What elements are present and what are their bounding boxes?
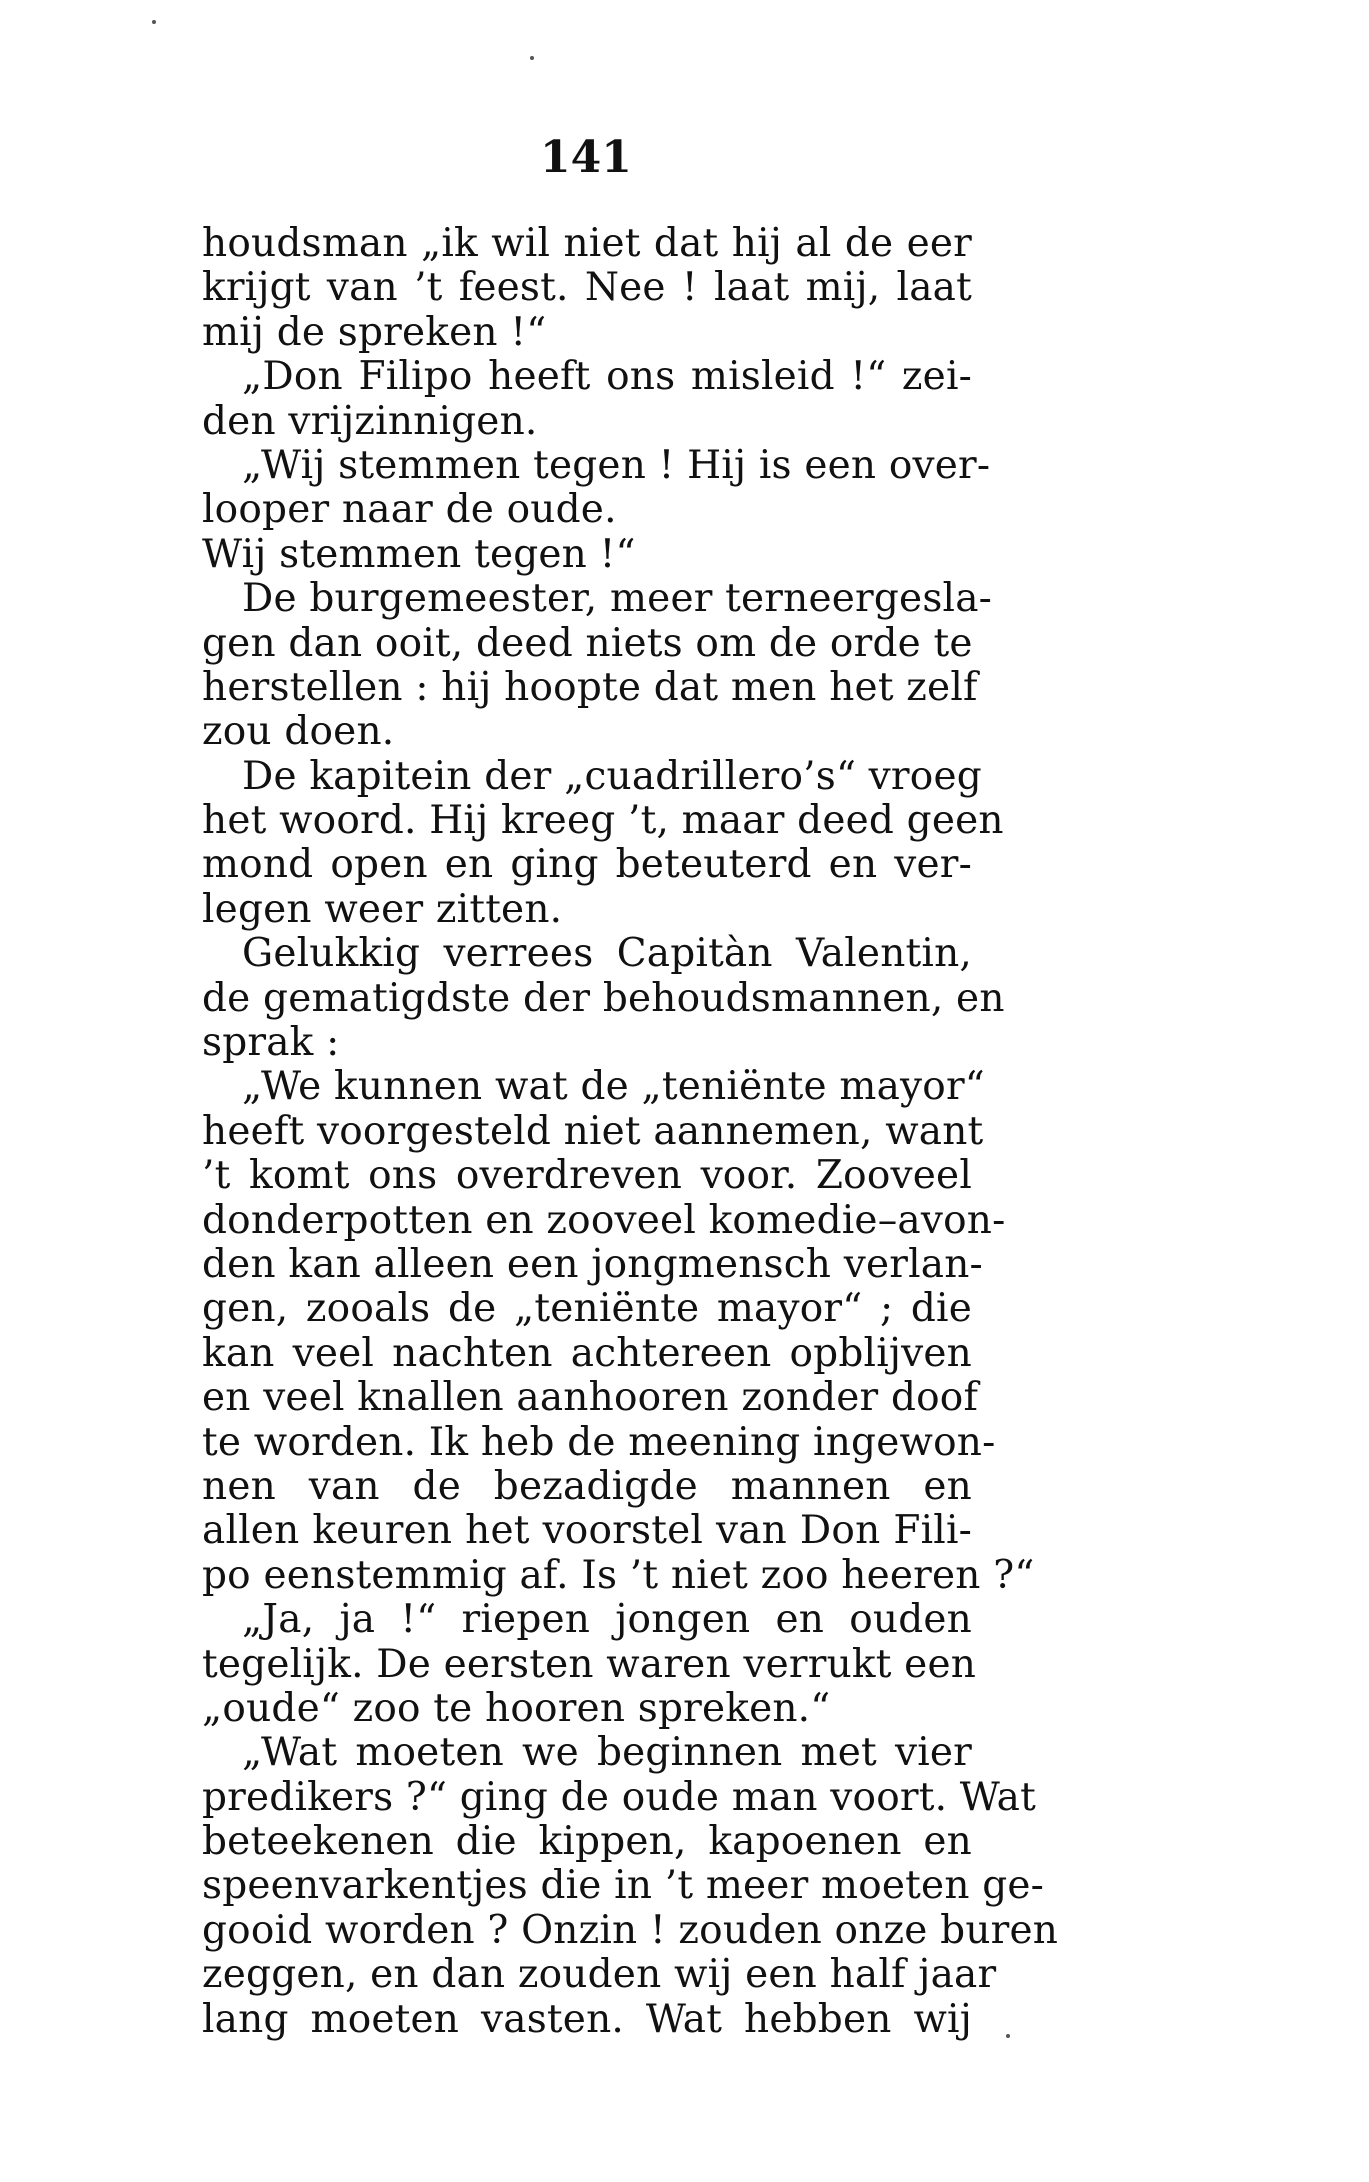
- text-line: „We kunnen wat de „teniënte mayor“: [242, 1064, 985, 1110]
- text-line: predikers ?“ ging de oude man voort. Wat: [202, 1774, 1037, 1820]
- text-line: gen dan ooit, deed niets om de orde te: [202, 620, 973, 666]
- text-line: te worden. Ik heb de meening ingewon-: [202, 1419, 996, 1465]
- text-line: sprak :: [202, 1020, 340, 1066]
- text-line: tegelijk. De eersten waren verrukt een: [202, 1641, 977, 1687]
- text-line: legen weer zitten.: [202, 886, 563, 932]
- text-line: „Wat moeten we beginnen met vier: [242, 1730, 972, 1776]
- text-line: beteekenen die kippen, kapoenen en: [202, 1819, 972, 1865]
- text-line: en veel knallen aanhooren zonder doof: [202, 1375, 979, 1421]
- text-line: „oude“ zoo te hooren spreken.“: [202, 1685, 831, 1731]
- text-line: De burgemeester, meer terneergesla-: [242, 576, 993, 622]
- text-line: mij de spreken !“: [202, 309, 547, 355]
- page-number: 141: [540, 132, 632, 183]
- text-line: houdsman „ik wil niet dat hij al de eer: [202, 221, 972, 266]
- text-line: de gematigdste der behoudsmannen, en: [202, 975, 1005, 1021]
- text-line: looper naar de oude.: [202, 487, 617, 533]
- text-line: den kan alleen een jongmensch verlan-: [202, 1241, 983, 1287]
- text-line: nen van de bezadigde mannen en: [202, 1463, 972, 1509]
- text-line: „Don Filipo heeft ons misleid !“ zei-: [242, 354, 972, 400]
- text-line: ’t komt ons overdreven voor. Zooveel: [202, 1153, 972, 1199]
- paper-speck: [1006, 2034, 1010, 2038]
- paper-speck: [530, 56, 534, 60]
- body-text: [202, 221, 1059, 2042]
- text-line: „Ja, ja !“ riepen jongen en ouden: [242, 1597, 972, 1643]
- text-line: gen, zooals de „teniënte mayor“ ; die: [202, 1286, 972, 1332]
- text-line: krijgt van ’t feest. Nee ! laat mij, laat: [202, 265, 972, 311]
- text-line: herstellen : hij hoopte dat men het zelf: [202, 664, 978, 710]
- text-line: het woord. Hij kreeg ’t, maar deed geen: [202, 798, 1004, 844]
- text-line: speenvarkentjes die in ’t meer moeten ge-: [202, 1863, 1045, 1909]
- text-line: Wij stemmen tegen !“: [202, 531, 636, 577]
- text-line: zeggen, en dan zouden wij een half jaar: [202, 1952, 997, 1998]
- text-line: po eenstemmig af. Is ’t niet zoo heeren ?“: [202, 1552, 1035, 1598]
- text-line: lang moeten vasten. Wat hebben wij: [202, 1996, 972, 2042]
- text-line: gooid worden ? Onzin ! zouden onze buren: [202, 1907, 1059, 1953]
- text-line: den vrijzinnigen.: [202, 398, 538, 444]
- text-line: „Wij stemmen tegen ! Hij is een over-: [242, 442, 991, 488]
- text-line: mond open en ging beteuterd en ver-: [202, 842, 972, 888]
- text-line: Gelukkig verrees Capitàn Valentin,: [242, 931, 972, 977]
- text-line: zou doen.: [202, 709, 395, 755]
- paper-speck: [152, 20, 156, 24]
- text-line: allen keuren het voorstel van Don Fili-: [202, 1508, 972, 1554]
- text-line: donderpotten en zooveel komedie–avon-: [202, 1197, 1006, 1243]
- text-line: heeft voorgesteld niet aannemen, want: [202, 1108, 984, 1154]
- text-line: De kapitein der „cuadrillero’s“ vroeg: [242, 753, 982, 799]
- text-line: kan veel nachten achtereen opblijven: [202, 1330, 972, 1376]
